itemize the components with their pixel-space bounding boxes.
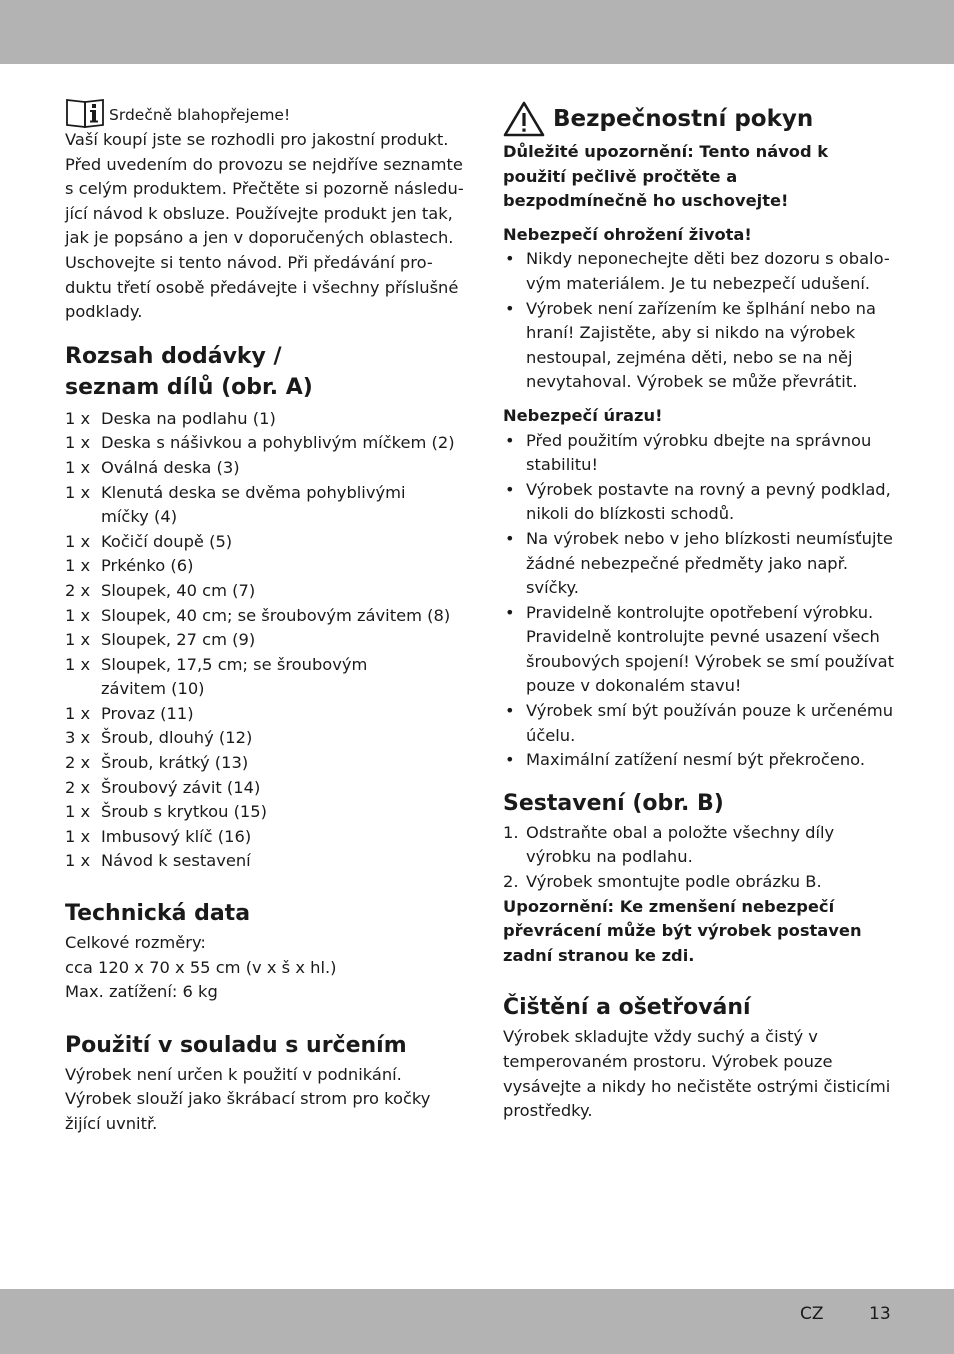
header-bar: [0, 0, 954, 64]
assembly-note-line: převrácení může být výrobek postaven: [503, 921, 862, 941]
bullet-dot: •: [505, 430, 515, 450]
part-qty: 1 x: [65, 433, 91, 453]
list-item: [503, 247, 893, 296]
list-item: [503, 297, 893, 395]
usage-line: žijící uvnitř.: [65, 1114, 158, 1133]
bullet-dot: •: [505, 750, 515, 770]
list-item: [65, 800, 455, 825]
bullet-line: Výrobek postavte na rovný a pevný podklad,: [526, 479, 891, 499]
intro-section: [65, 96, 464, 325]
tech-heading: Technická data: [65, 901, 251, 927]
intro-greeting-row: [65, 96, 455, 128]
usage-heading: Použití v souladu s určením: [65, 1032, 407, 1058]
tech-line: cca 120 x 70 x 55 cm (v x š x hl.): [65, 957, 337, 977]
bullet-line: pouze v dokonalém stavu!: [526, 676, 742, 696]
part-qty: 2 x: [65, 753, 91, 773]
assembly-heading: Sestavení (obr. B): [503, 790, 724, 816]
footer-language: CZ: [800, 1304, 824, 1324]
intro-line: jící návod k obsluze. Používejte produkt jen tak,: [65, 203, 453, 223]
bullet-dot: •: [505, 298, 515, 318]
step-number: 1.: [503, 822, 519, 842]
bullet-line: účelu.: [526, 725, 576, 745]
part-qty: 1 x: [65, 654, 91, 674]
part-qty: 1 x: [65, 482, 91, 502]
danger-injury-heading: Nebezpečí úrazu!: [503, 405, 663, 425]
list-item: [65, 554, 455, 579]
list-item: [65, 431, 455, 456]
intro-line: podklady.: [65, 302, 143, 322]
care-heading: Čištění a ošetřování: [503, 995, 751, 1021]
tech-text: [65, 931, 455, 1005]
intro-line: Uschovejte si tento návod. Při předávání pro-: [65, 252, 433, 272]
bullet-text: [526, 247, 893, 296]
care-line: prostředky.: [503, 1101, 593, 1121]
bullet-line: stabilitu!: [526, 455, 598, 475]
bullet-line: Výrobek není zařízením ke šplhání nebo na: [526, 298, 876, 318]
scope-heading: [65, 341, 455, 403]
bullet-line: vým materiálem. Je tu nebezpečí udušení.: [526, 273, 871, 293]
bullet-text: [526, 297, 893, 395]
part-desc: Šroub, krátký (13): [101, 753, 249, 773]
bullet-line: hraní! Zajistěte, aby si nikdo na výrobek: [526, 323, 856, 343]
scope-heading-line: Rozsah dodávky /: [65, 343, 282, 369]
bullet-line: Pravidelně kontrolujte pevné usazení všech: [526, 627, 880, 647]
bullet-line: Pravidelně kontrolujte opotřebení výrobku.: [526, 602, 874, 622]
list-item: [503, 429, 893, 478]
safety-important-line: použití pečlivě pročtěte a: [503, 166, 738, 186]
right-column: [503, 98, 893, 1124]
part-qty: 1 x: [65, 531, 91, 551]
safety-heading: Bezpečnostní pokyn: [553, 105, 814, 132]
intro-greeting: Srdečně blahopřejeme!: [109, 106, 291, 125]
part-desc-line: závitem (10): [101, 679, 205, 699]
part-desc: Prkénko (6): [101, 556, 194, 576]
bullet-text: [526, 478, 893, 527]
part-desc: [101, 481, 455, 530]
list-item: [65, 456, 455, 481]
list-item: [65, 751, 455, 776]
bullet-dot: •: [505, 701, 515, 721]
step-line: výrobku na podlahu.: [526, 847, 693, 867]
list-item: [65, 825, 455, 850]
bullet-line: šroubových spojení! Výrobek se smí používat: [526, 651, 894, 671]
part-qty: 1 x: [65, 851, 91, 871]
assembly-steps: [503, 821, 893, 895]
parts-list: [65, 407, 455, 874]
bullet-dot: •: [505, 249, 515, 269]
step-line: Odstraňte obal a položte všechny díly: [526, 822, 835, 842]
part-qty: 2 x: [65, 777, 91, 797]
list-item: [65, 726, 455, 751]
step-line: Výrobek smontujte podle obrázku B.: [526, 872, 822, 892]
list-item: [503, 527, 893, 601]
part-desc: [101, 653, 455, 702]
assembly-note-line: Upozornění: Ke zmenšení nebezpečí: [503, 896, 835, 916]
danger-life-list: [503, 247, 893, 395]
bullet-line: svíčky.: [526, 578, 579, 598]
part-desc: Šroubový závit (14): [101, 777, 261, 797]
list-item: [65, 628, 455, 653]
part-qty: 1 x: [65, 457, 91, 477]
usage-line: Výrobek slouží jako škrábací strom pro kočky: [65, 1089, 431, 1109]
part-desc: Sloupek, 27 cm (9): [101, 630, 256, 650]
part-desc: Šroub, dlouhý (12): [101, 728, 253, 748]
safety-important-line: bezpodmínečně ho uschovejte!: [503, 191, 789, 211]
part-desc: Návod k sestavení: [101, 851, 251, 871]
bullet-dot: •: [505, 479, 515, 499]
list-item: [65, 530, 455, 555]
part-desc-line: Sloupek, 17,5 cm; se šroubovým: [101, 654, 368, 674]
tech-line: Max. zatížení: 6 kg: [65, 982, 218, 1002]
bullet-line: Na výrobek nebo v jeho blízkosti neumísťujte: [526, 528, 893, 548]
list-item: [503, 601, 893, 699]
bullet-line: žádné nebezpečné předměty jako např.: [526, 553, 848, 573]
assembly-note: [503, 895, 893, 969]
intro-line: Vaší koupí jste se rozhodli pro jakostní produkt.: [65, 130, 449, 149]
assembly-note-line: zadní stranou ke zdi.: [503, 945, 695, 965]
part-qty: 3 x: [65, 728, 91, 748]
part-desc-line: míčky (4): [101, 507, 178, 527]
bullet-text: [526, 527, 893, 601]
safety-important: [503, 140, 893, 214]
tech-line: Celkové rozměry:: [65, 933, 206, 953]
part-qty: 1 x: [65, 408, 91, 428]
bullet-line: Nikdy neponechejte děti bez dozoru s obalo-: [526, 249, 890, 269]
step-number: 2.: [503, 872, 519, 892]
list-item: [503, 699, 893, 748]
intro-line: Před uvedením do provozu se nejdříve seznamte: [65, 154, 463, 174]
list-item: [65, 702, 455, 727]
intro-line: jak je popsáno a jen v doporučených oblastech.: [65, 228, 454, 248]
step-text: [526, 821, 893, 870]
part-qty: 1 x: [65, 630, 91, 650]
part-qty: 1 x: [65, 826, 91, 846]
intro-line: s celým produktem. Přečtěte si pozorně následu-: [65, 179, 464, 199]
list-item: [65, 653, 455, 702]
bullet-dot: •: [505, 528, 515, 548]
part-desc: Imbusový klíč (16): [101, 826, 252, 846]
bullet-dot: •: [505, 602, 515, 622]
part-desc: Oválná deska (3): [101, 457, 240, 477]
bullet-text: [526, 429, 893, 478]
list-item: [503, 821, 893, 870]
info-book-icon: [65, 96, 105, 128]
warning-triangle-icon: [503, 101, 545, 137]
bullet-text: [526, 748, 893, 773]
list-item: [65, 776, 455, 801]
usage-line: Výrobek není určen k použití v podnikání.: [65, 1064, 402, 1084]
list-item: [65, 849, 455, 874]
danger-injury-list: [503, 429, 893, 773]
list-item: [65, 579, 455, 604]
bullet-line: Před použitím výrobku dbejte na správnou: [526, 430, 872, 450]
part-desc-line: Klenutá deska se dvěma pohyblivými: [101, 482, 406, 502]
list-item: [65, 481, 455, 530]
care-line: vysávejte a nikdy ho nečistěte ostrými čisticími: [503, 1076, 891, 1096]
part-qty: 1 x: [65, 605, 91, 625]
list-item: [65, 604, 455, 629]
care-line: Výrobek skladujte vždy suchý a čistý v: [503, 1027, 818, 1047]
care-text: [503, 1025, 893, 1123]
list-item: [503, 748, 893, 773]
part-desc: Provaz (11): [101, 703, 194, 723]
list-item: [503, 478, 893, 527]
part-qty: 1 x: [65, 802, 91, 822]
part-desc: Šroub s krytkou (15): [101, 802, 267, 822]
safety-heading-row: [503, 98, 893, 140]
part-qty: 1 x: [65, 703, 91, 723]
bullet-line: nikoli do blízkosti schodů.: [526, 504, 735, 524]
safety-important-line: Důležité upozornění: Tento návod k: [503, 142, 829, 161]
step-text: [526, 870, 893, 895]
part-qty: 2 x: [65, 580, 91, 600]
bullet-line: Výrobek smí být používán pouze k určenému: [526, 701, 894, 721]
part-desc: Sloupek, 40 cm (7): [101, 580, 256, 600]
left-column: [65, 96, 464, 1137]
danger-life-heading: Nebezpečí ohrožení života!: [503, 224, 752, 244]
part-desc: Deska na podlahu (1): [101, 408, 276, 428]
bullet-line: Maximální zatížení nesmí být překročeno.: [526, 750, 866, 770]
bullet-text: [526, 699, 893, 748]
part-desc: Sloupek, 40 cm; se šroubovým závitem (8): [101, 605, 451, 625]
part-qty: 1 x: [65, 556, 91, 576]
bullet-line: nestoupal, zejména děti, nebo se na něj: [526, 347, 853, 367]
page-number: 13: [869, 1304, 891, 1324]
list-item: [65, 407, 455, 432]
part-desc: Deska s nášivkou a pohyblivým míčkem (2): [101, 433, 455, 453]
list-item: [503, 870, 893, 895]
scope-heading-line: seznam dílů (obr. A): [65, 374, 313, 400]
intro-text: [65, 128, 464, 325]
bullet-line: nevytahoval. Výrobek se může převrátit.: [526, 372, 858, 392]
intro-line: duktu třetí osobě předávejte i všechny příslušné: [65, 277, 459, 297]
usage-text: [65, 1063, 455, 1137]
part-desc: Kočičí doupě (5): [101, 531, 233, 551]
care-line: temperovaném prostoru. Výrobek pouze: [503, 1052, 833, 1071]
bullet-text: [526, 601, 894, 699]
